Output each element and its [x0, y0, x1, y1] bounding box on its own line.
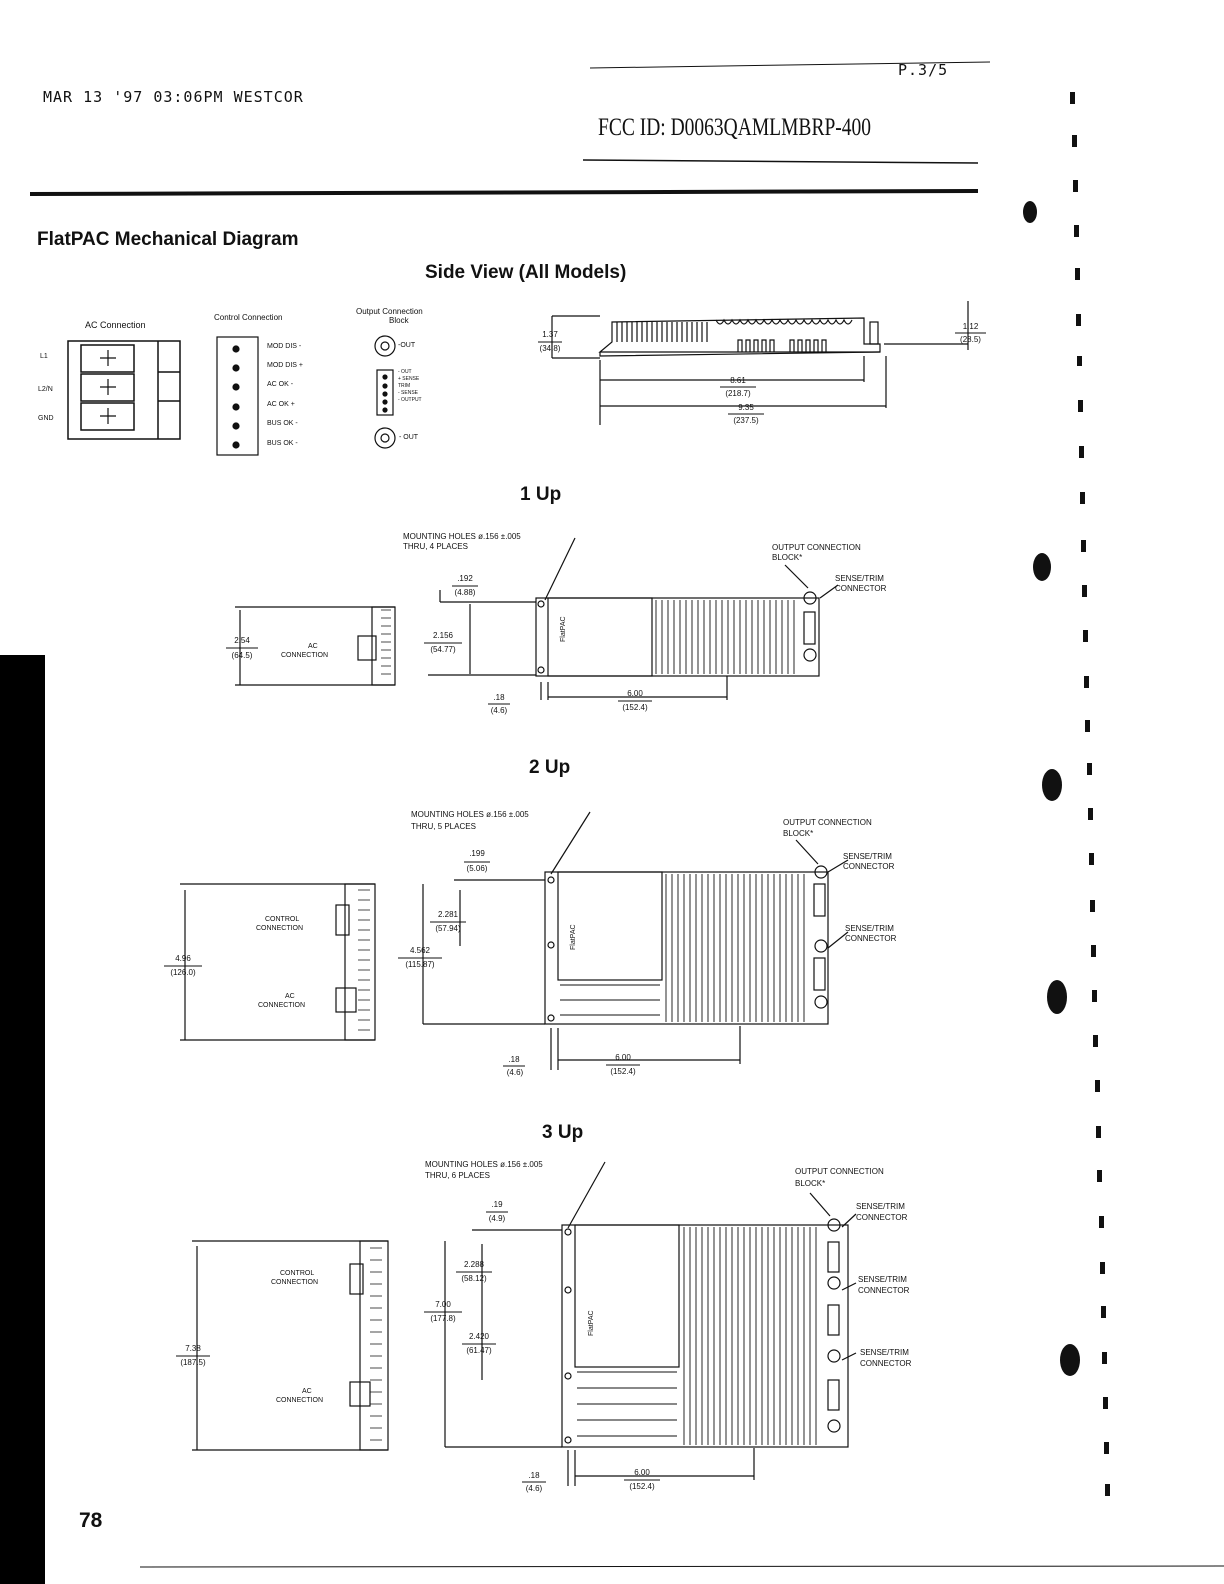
- dim-3up-hole-spacing-a: 2.288: [463, 1260, 485, 1269]
- control-pin-2: MOD DIS +: [267, 362, 303, 369]
- dim-side-length-total-mm: (237.5): [733, 416, 759, 425]
- dim-3up-hole-spacing-a-mm: (58.12): [461, 1274, 487, 1283]
- two-up-output-label-2: BLOCK*: [783, 829, 814, 838]
- output-block-drawing: [375, 336, 395, 448]
- three-up-control-1: CONTROL: [280, 1270, 315, 1277]
- dim-2up-edge: .18: [508, 1055, 520, 1064]
- one-up-top: [428, 538, 838, 700]
- dim-1up-hole-offset: .192: [457, 574, 473, 583]
- one-up-title: 1 Up: [520, 484, 562, 505]
- dim-2up-hole-offset-mm: (5.06): [466, 864, 488, 873]
- heatsink-fins: [560, 600, 816, 1445]
- three-up-mounting-2: THRU, 6 PLACES: [425, 1171, 490, 1180]
- dim-1up-height-mm: (64.5): [231, 651, 253, 660]
- control-connector: [217, 337, 258, 455]
- dim-3up-hole-spacing-b: 2.420: [468, 1332, 490, 1341]
- side-view-title: Side View (All Models): [425, 262, 627, 283]
- ac-pin-l1: L1: [40, 353, 48, 360]
- two-up-brand: FlatPAC: [570, 924, 577, 950]
- control-pin-3: AC OK -: [267, 381, 294, 388]
- output-pin-3: TRIM: [398, 383, 411, 389]
- one-up-sense-1: SENSE/TRIM: [835, 574, 884, 583]
- dim-2up-hole-spacing-mm: (57.94): [435, 924, 461, 933]
- one-up-mounting-1: MOUNTING HOLES ø.156 ±.005: [403, 532, 521, 541]
- three-up-sense-b-2: CONNECTOR: [858, 1286, 910, 1295]
- ac-pin-l2n: L2/N: [38, 386, 53, 393]
- three-up-mounting-1: MOUNTING HOLES ø.156 ±.005: [425, 1160, 543, 1169]
- dim-1up-hole-offset-mm: (4.88): [454, 588, 476, 597]
- three-up-ac-2: CONNECTION: [276, 1397, 324, 1404]
- dim-2up-total-spacing-mm: (115.87): [405, 960, 435, 969]
- one-up-brand: FlatPAC: [560, 616, 567, 642]
- dim-3up-hole-spacing-b-mm: (61.47): [466, 1346, 492, 1355]
- dim-2up-total-spacing: 4.562: [409, 946, 431, 955]
- dim-3up-edge: .18: [528, 1471, 540, 1480]
- dim-2up-pitch: 6.00: [615, 1053, 631, 1062]
- output-pin-5: - OUTPUT: [398, 397, 422, 403]
- header-rule-mid: [583, 160, 978, 163]
- three-up-ac-1: AC: [302, 1388, 312, 1395]
- one-up-ac-1: AC: [308, 643, 318, 650]
- header-rule-top: [590, 62, 990, 68]
- three-up-sense-a-1: SENSE/TRIM: [856, 1202, 905, 1211]
- dim-2up-edge-mm: (4.6): [506, 1068, 524, 1077]
- two-up-title: 2 Up: [529, 757, 571, 778]
- dim-3up-height-mm: (187.5): [180, 1358, 206, 1367]
- output-block-label-2: Block: [389, 316, 409, 325]
- two-up-mounting-1: MOUNTING HOLES ø.156 ±.005: [411, 810, 529, 819]
- ac-pin-gnd: GND: [38, 415, 54, 422]
- dim-2up-hole-offset: .199: [469, 849, 485, 858]
- output-top-out: -OUT: [398, 342, 416, 349]
- two-up-sense-b-2: CONNECTOR: [845, 934, 897, 943]
- ac-terminal-block: [68, 341, 180, 439]
- two-up-sense-a-2: CONNECTOR: [843, 862, 895, 871]
- dim-side-height-right-mm: (28.5): [960, 335, 981, 344]
- dim-1up-hole-spacing: 2.156: [432, 631, 454, 640]
- control-pin-5: BUS OK -: [267, 420, 298, 427]
- dim-2up-height-mm: (126.0): [170, 968, 196, 977]
- dim-side-height-right: 1.12: [962, 322, 979, 331]
- punch-holes: [1023, 201, 1080, 1376]
- two-up-sense-a-1: SENSE/TRIM: [843, 852, 892, 861]
- three-up-sense-c-1: SENSE/TRIM: [860, 1348, 909, 1357]
- two-up-ac-2: CONNECTION: [258, 1002, 306, 1009]
- page-number: 78: [79, 1509, 103, 1532]
- three-up-sense-b-1: SENSE/TRIM: [858, 1275, 907, 1284]
- dim-fraction-bars: [164, 586, 660, 1482]
- binder-marks: [1070, 92, 1110, 1496]
- output-block-label: Output Connection: [356, 307, 423, 316]
- dim-side-length-inner: 8.61: [730, 376, 746, 385]
- one-up-output-label: OUTPUT CONNECTION: [772, 543, 861, 552]
- control-pin-6: BUS OK -: [267, 440, 298, 447]
- dim-3up-edge-mm: (4.6): [525, 1484, 543, 1493]
- dim-1up-pitch-mm: (152.4): [622, 703, 648, 712]
- dim-3up-height: 7.38: [185, 1344, 201, 1353]
- three-up-sense-a-2: CONNECTOR: [856, 1213, 908, 1222]
- dim-side-length-inner-mm: (218.7): [725, 389, 751, 398]
- one-up-ac-2: CONNECTION: [281, 652, 329, 659]
- output-pin-1: - OUT: [398, 369, 412, 375]
- dim-2up-height: 4.96: [175, 954, 191, 963]
- output-pin-4: - SENSE: [398, 390, 419, 396]
- dim-side-height-left-mm: (34.8): [539, 344, 561, 353]
- dim-3up-total-spacing: 7.00: [435, 1300, 451, 1309]
- one-up-mounting-2: THRU, 4 PLACES: [403, 542, 468, 551]
- dim-2up-hole-spacing: 2.281: [437, 910, 459, 919]
- control-connection-label: Control Connection: [214, 313, 283, 322]
- three-up-top: [445, 1162, 856, 1486]
- dim-3up-hole-offset: .19: [491, 1200, 503, 1209]
- two-up-ac-1: AC: [285, 993, 295, 1000]
- footer-rule: [140, 1566, 1224, 1567]
- two-up-output-label: OUTPUT CONNECTION: [783, 818, 872, 827]
- control-pin-4: AC OK +: [267, 401, 295, 408]
- two-up-mounting-2: THRU, 5 PLACES: [411, 822, 476, 831]
- two-up-side: [180, 884, 375, 1040]
- fcc-id: FCC ID: D0063QAMLMBRP-400: [598, 114, 872, 141]
- ac-connection-label: AC Connection: [85, 320, 146, 330]
- output-bottom-out: - OUT: [399, 434, 419, 441]
- three-up-control-2: CONNECTION: [271, 1279, 319, 1286]
- control-pin-1: MOD DIS -: [267, 343, 302, 350]
- two-up-control-1: CONTROL: [265, 916, 300, 923]
- dim-3up-hole-offset-mm: (4.9): [488, 1214, 506, 1223]
- one-up-output-label-2: BLOCK*: [772, 553, 803, 562]
- one-up-sense-2: CONNECTOR: [835, 584, 887, 593]
- dim-1up-hole-spacing-mm: (54.77): [430, 645, 456, 654]
- page-marker: P.3/5: [898, 61, 949, 79]
- page-title: FlatPAC Mechanical Diagram: [37, 229, 299, 250]
- dim-3up-pitch: 6.00: [634, 1468, 650, 1477]
- dim-side-length-total: 9.35: [738, 403, 754, 412]
- three-up-output-label: OUTPUT CONNECTION: [795, 1167, 884, 1176]
- dim-1up-edge-mm: (4.6): [490, 706, 508, 715]
- dim-1up-edge: .18: [493, 693, 505, 702]
- dim-3up-pitch-mm: (152.4): [629, 1482, 655, 1491]
- dim-1up-height: 2.54: [234, 636, 250, 645]
- header-rule-thick: [30, 191, 978, 194]
- dim-side-height-left: 1.37: [542, 330, 558, 339]
- fax-stamp: MAR 13 '97 03:06PM WESTCOR: [43, 88, 304, 106]
- dim-2up-pitch-mm: (152.4): [610, 1067, 636, 1076]
- output-pin-2: + SENSE: [398, 376, 420, 382]
- three-up-sense-c-2: CONNECTOR: [860, 1359, 912, 1368]
- three-up-title: 3 Up: [542, 1122, 584, 1143]
- dim-3up-total-spacing-mm: (177.8): [430, 1314, 456, 1323]
- dim-1up-pitch: 6.00: [627, 689, 643, 698]
- three-up-output-label-2: BLOCK*: [795, 1179, 826, 1188]
- two-up-sense-b-1: SENSE/TRIM: [845, 924, 894, 933]
- three-up-brand: FlatPAC: [588, 1310, 595, 1336]
- two-up-control-2: CONNECTION: [256, 925, 304, 932]
